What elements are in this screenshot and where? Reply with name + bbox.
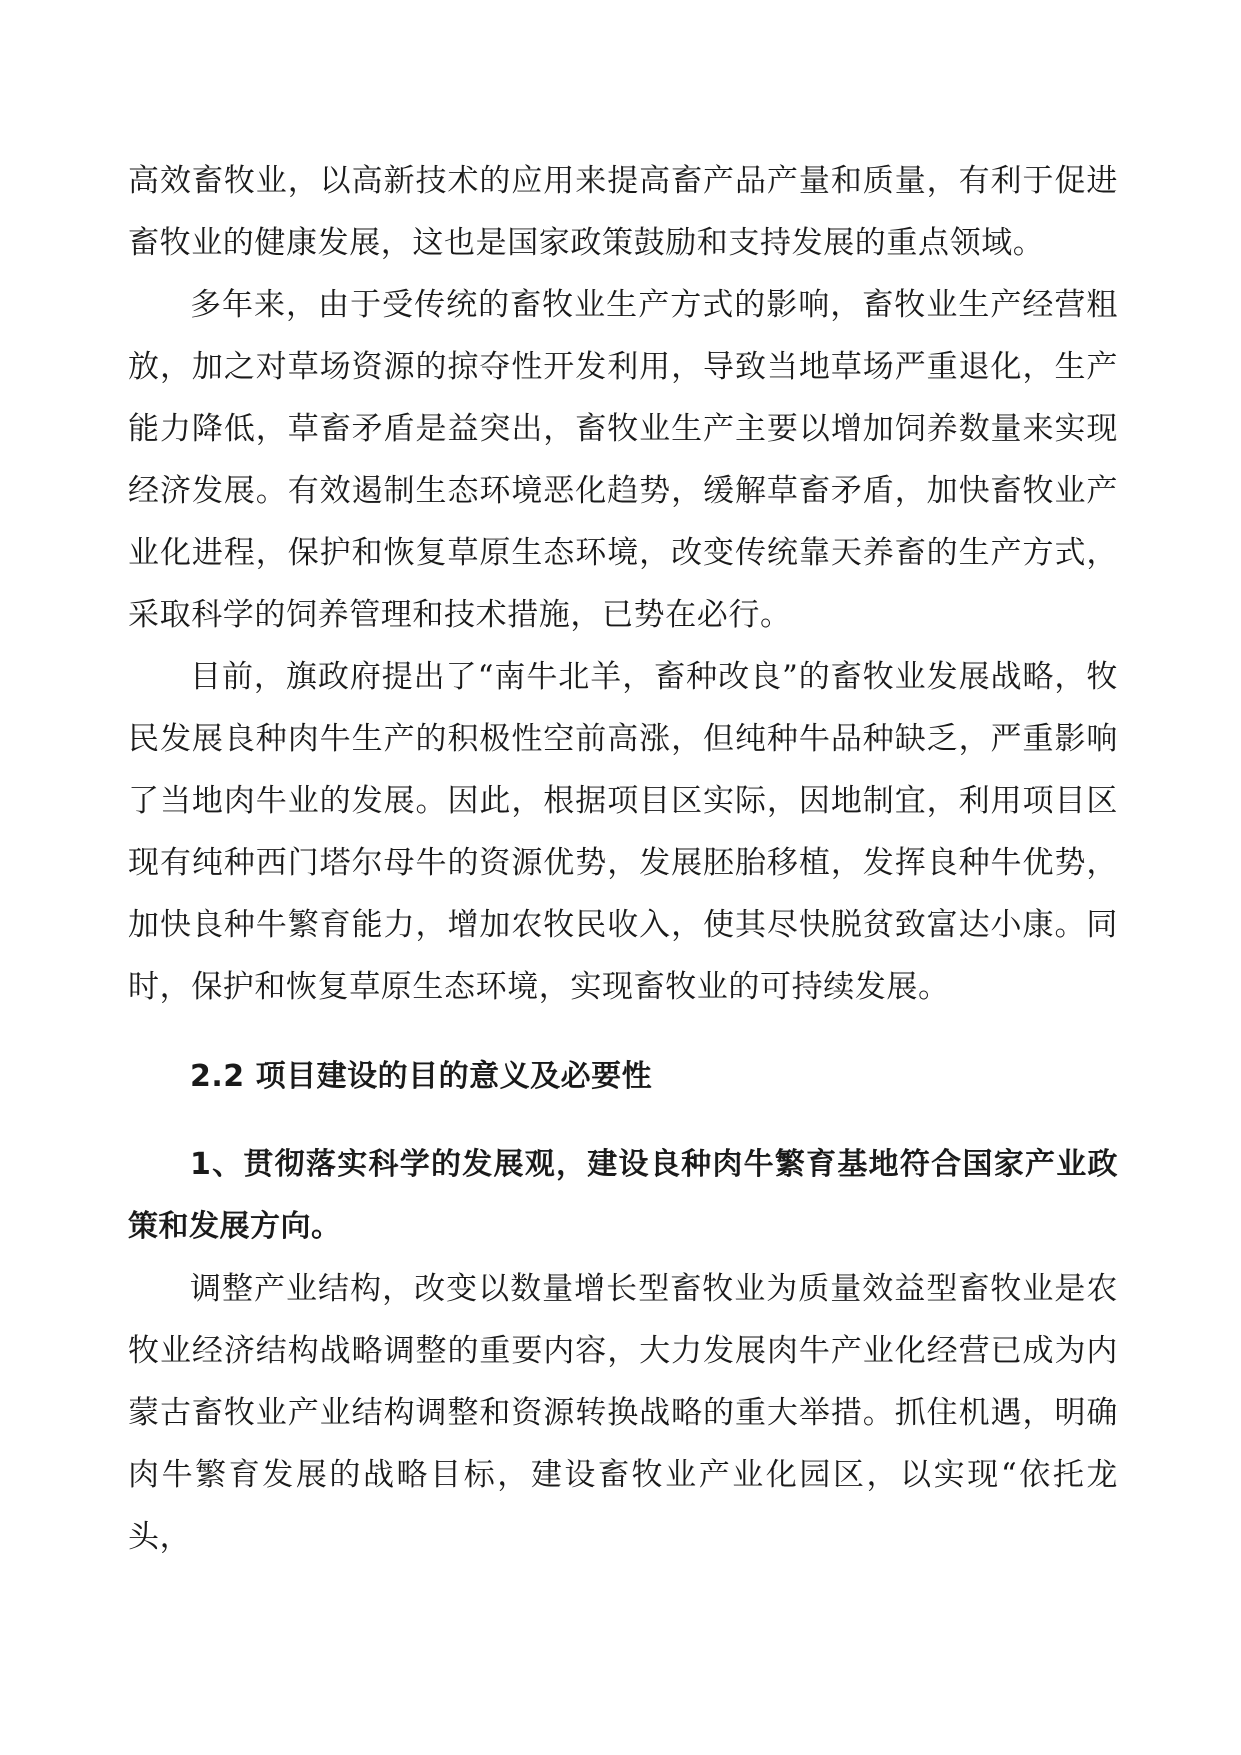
document-body <box>128 150 1118 1568</box>
paragraph-development-strategy: 目前，旗政府提出了“南牛北羊，畜种改良”的畜牧业发展战略，牧民发展良种肉牛生产的积极性空前高涨，但纯种牛品种缺乏，严重影响了当地肉牛业的发展。因此，根据项目区实际，因地制宜，利用项目区现有纯种西门塔尔母牛的资源优势，发展胚胎移植，发挥良种牛优势，加快良种牛繁育能力，增加农牧民收入，使其尽快脱贫致富达小康。同时，保护和恢复草原生态环境，实现畜牧业的可持续发展。 <box>128 659 1118 1005</box>
paragraph-grassland-degradation: 多年来，由于受传统的畜牧业生产方式的影响，畜牧业生产经营粗放，加之对草场资源的掠夺性开发利用，导致当地草场严重退化，生产能力降低，草畜矛盾是益突出，畜牧业生产主要以增加饲养数量来实现经济发展。有效遏制生态环境恶化趋势，缓解草畜矛盾，加快畜牧业产业化进程，保护和恢复草原生态环境，改变传统靠天养畜的生产方式，采取科学的饲养管理和技术措施，已势在必行。 <box>128 287 1118 633</box>
paragraph-industrial-structure: 调整产业结构，改变以数量增长型畜牧业为质量效益型畜牧业是农牧业经济结构战略调整的重要内容，大力发展肉牛产业化经营已成为内蒙古畜牧业产业结构调整和资源转换战略的重大举措。抓住机遇，明确肉牛繁育发展的战略目标，建设畜牧业产业化园区，以实现“依托龙头， <box>128 1271 1118 1555</box>
paragraph-continuation: 高效畜牧业，以高新技术的应用来提高畜产品产量和质量，有利于促进畜牧业的健康发展，这也是国家政策鼓励和支持发展的重点领域。 <box>128 163 1118 261</box>
section-heading: 2.2 项目建设的目的意义及必要性 <box>190 1059 653 1094</box>
subsection-heading: 1、贯彻落实科学的发展观，建设良种肉牛繁育基地符合国家产业政策和发展方向。 <box>128 1147 1118 1244</box>
